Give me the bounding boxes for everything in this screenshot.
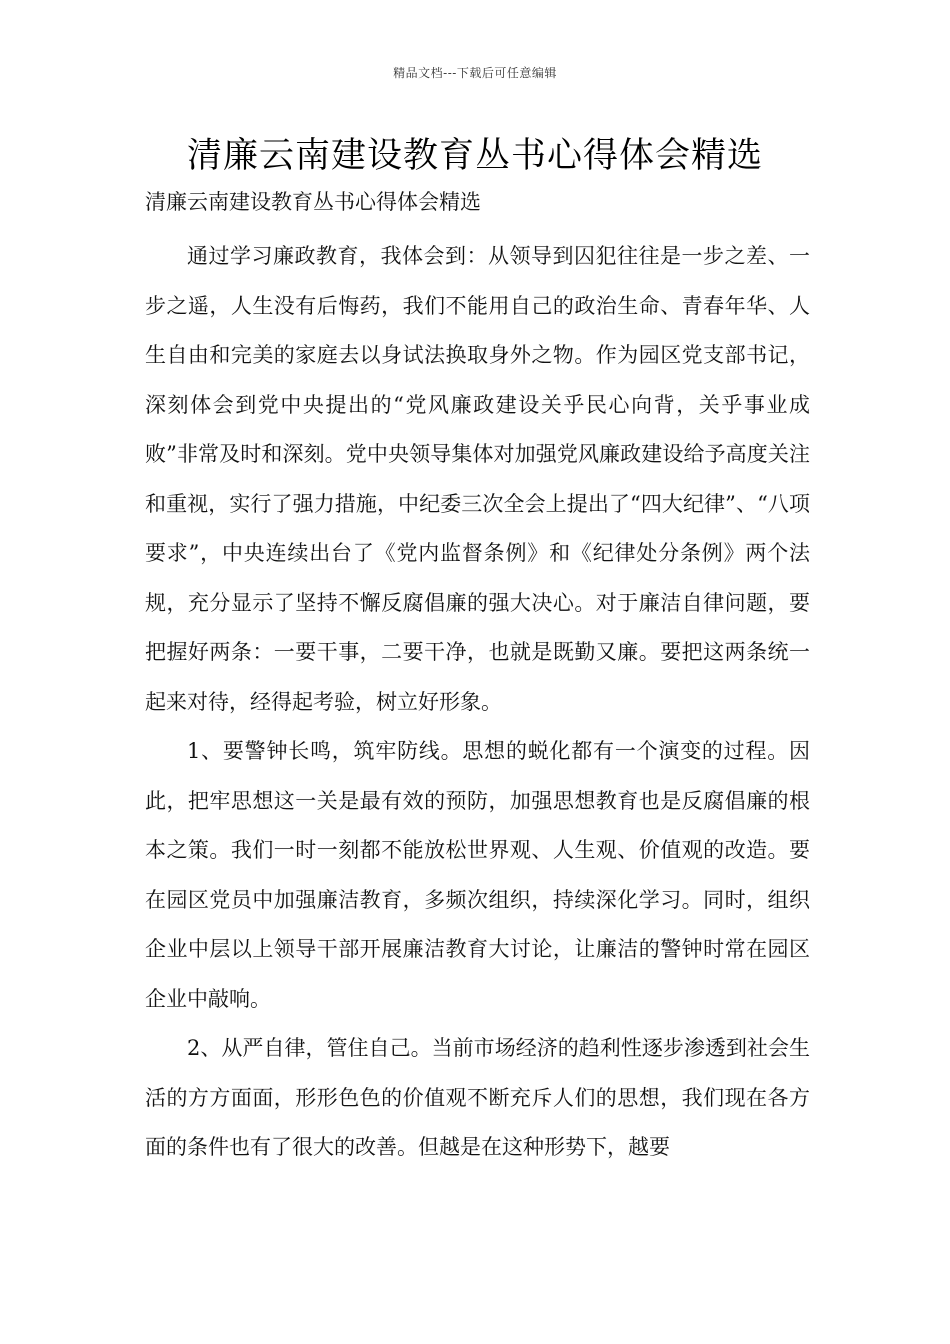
document-subtitle: 清廉云南建设教育丛书心得体会精选 [145,190,481,214]
paragraph-intro: 通过学习廉政教育，我体会到：从领导到囚犯往往是一步之差、一步之遥，人生没有后悔药，我们不能用自己的政治生命、青春年华、人生自由和完美的家庭去以身试法换取身外之物。作为园区党支部书记，深刻体会到党中央提出的“党风廉政建设关乎民心向背，关乎事业成败”非常及时和深刻。党中央领导集体对加强党风廉政建设给予高度关注和重视，实行了强力措施，中纪委三次全会上提出了“四大纪律”、“八项要求”，中央连续出台了《党内监督条例》和《纪律处分条例》两个法规，充分显示了坚持不懈反腐倡廉的强大决心。对于廉洁自律问题，要把握好两条：一要干事，二要干净，也就是既勤又廉。要把这两条统一起来对待，经得起考验，树立好形象。 [145,244,810,714]
header-note: 精品文档---下载后可任意编辑 [393,66,557,80]
document-title: 清廉云南建设教育丛书心得体会精选 [186,136,763,176]
paragraph-point-2: 2、从严自律，管住自己。当前市场经济的趋利性逐步渗透到社会生活的方方面面，形形色色的价值观不断充斥人们的思想，我们现在各方面的条件也有了很大的改善。但越是在这种形势下，越要 [145,1036,810,1159]
paragraph-point-1: 1、要警钟长鸣，筑牢防线。思想的蜕化都有一个演变的过程。因此，把牢思想这一关是最有效的预防，加强思想教育也是反腐倡廉的根本之策。我们一时一刻都不能放松世界观、人生观、价值观的改造。要在园区党员中加强廉洁教育，多频次组织，持续深化学习。同时，组织企业中层以上领导干部开展廉洁教育大讨论，让廉洁的警钟时常在园区企业中敲响。 [145,739,810,1011]
document-body [145,232,810,1173]
